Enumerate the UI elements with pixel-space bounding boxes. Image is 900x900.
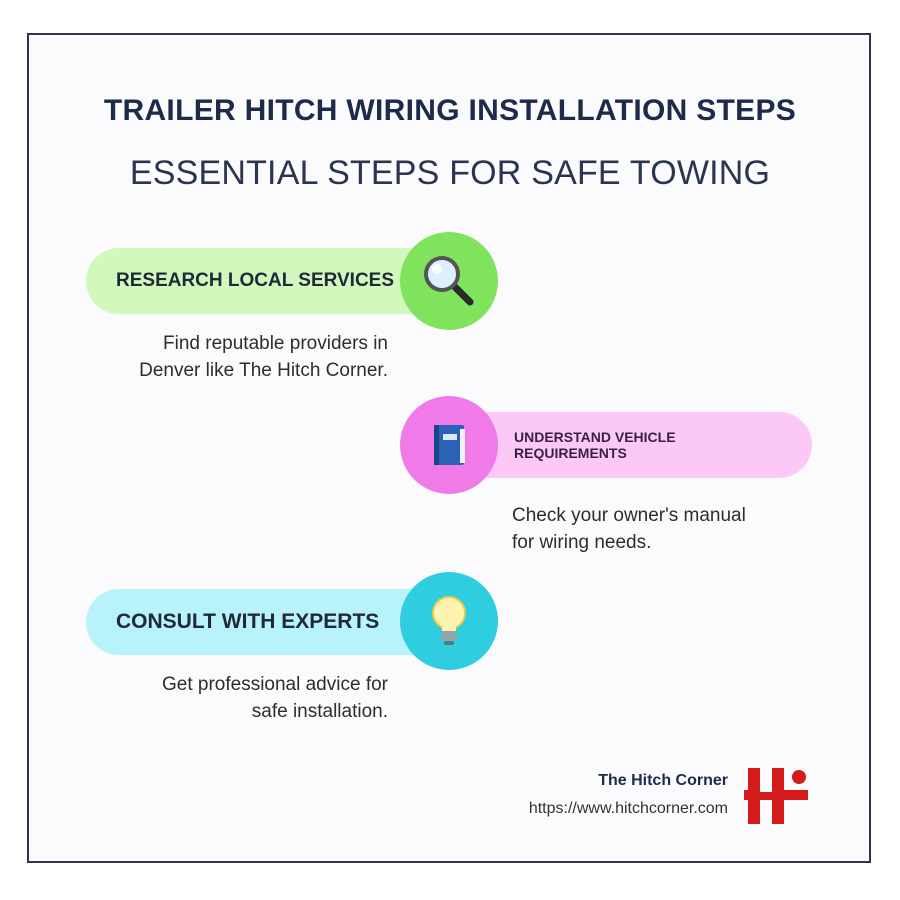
blue-book-icon bbox=[424, 420, 474, 470]
hitch-corner-logo bbox=[744, 768, 808, 824]
step-3-circle bbox=[400, 572, 498, 670]
step-2-label-line2: REQUIREMENTS bbox=[514, 445, 627, 461]
step-2-description-line2: for wiring needs. bbox=[512, 532, 652, 553]
step-3-description bbox=[68, 671, 388, 725]
magnifying-glass-icon bbox=[420, 252, 478, 310]
step-2-circle bbox=[400, 396, 498, 494]
step-3-description-line2: safe installation. bbox=[251, 701, 388, 722]
page-title: TRAILER HITCH WIRING INSTALLATION STEPS bbox=[103, 94, 797, 127]
step-2-pill bbox=[446, 412, 812, 478]
company-url[interactable]: https://www.hitchcorner.com bbox=[528, 800, 728, 817]
step-1-label: RESEARCH LOCAL SERVICES bbox=[116, 270, 395, 291]
step-2-label-line1: UNDERSTAND VEHICLE bbox=[514, 429, 676, 445]
step-3-label: CONSULT WITH EXPERTS bbox=[116, 610, 380, 633]
step-3-description-line1: Get professional advice for bbox=[161, 674, 388, 695]
step-1-circle bbox=[400, 232, 498, 330]
company-name: The Hitch Corner bbox=[598, 772, 728, 789]
page-subtitle: ESSENTIAL STEPS FOR SAFE TOWING bbox=[129, 154, 771, 192]
light-bulb-icon bbox=[426, 593, 472, 649]
step-2-description bbox=[512, 502, 812, 556]
step-1-description bbox=[68, 330, 388, 384]
step-1-description-line1: Find reputable providers in bbox=[163, 333, 388, 354]
step-2-description-line1: Check your owner's manual bbox=[512, 505, 746, 526]
step-2-label bbox=[514, 429, 676, 461]
step-1-description-line2: Denver like The Hitch Corner. bbox=[139, 360, 388, 381]
